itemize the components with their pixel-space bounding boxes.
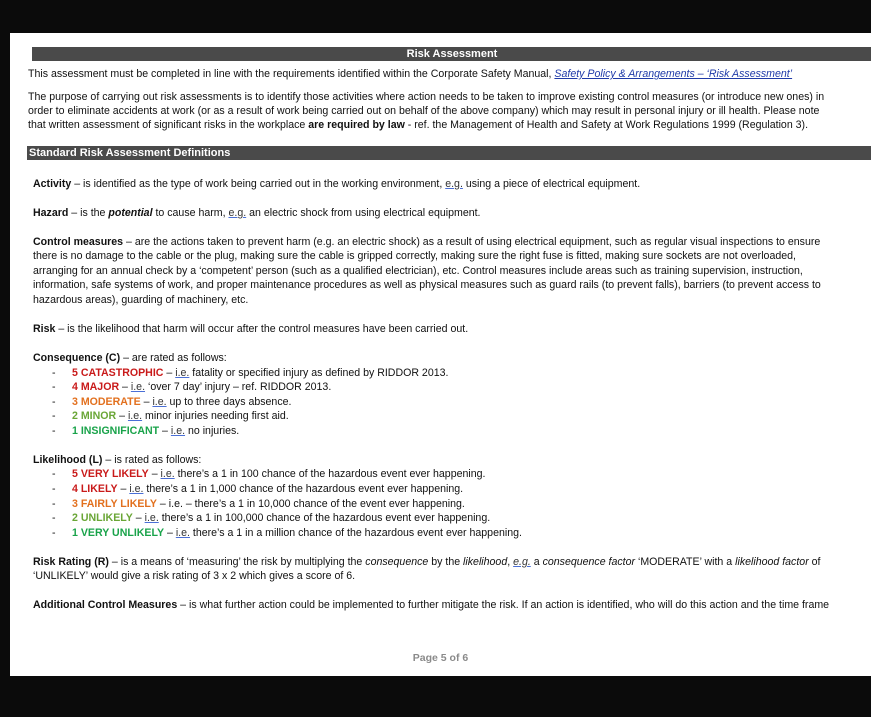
risk-definition — [33, 322, 468, 337]
purpose-line-3 — [28, 118, 808, 133]
list-dash: - — [52, 483, 56, 495]
purpose-line-1: The purpose of carrying out risk assessments is to identify those activities where action needs to be taken to improve existing control measures (or introduce new ones) in — [28, 91, 825, 103]
hazard-term: Hazard — [33, 207, 69, 219]
additional-control-definition — [33, 598, 829, 613]
consequence-item — [52, 366, 448, 381]
list-dash: - — [52, 498, 56, 510]
rating-text-d: a — [530, 556, 543, 568]
likelihood-item — [52, 511, 490, 526]
document-page — [10, 33, 871, 676]
additional-term: Additional Control Measures — [33, 599, 178, 611]
intro-paragraph — [28, 67, 792, 82]
consequence-label: 1 INSIGNIFICANT — [72, 425, 160, 437]
ie-abbrev: i.e. — [130, 381, 146, 393]
ie-abbrev: i.e. — [170, 425, 186, 437]
eg-abbrev: e.g. — [228, 207, 247, 219]
consequence-item — [52, 409, 289, 424]
separator: – — [156, 498, 169, 510]
likelihood-item — [52, 482, 463, 497]
likelihood-label: 4 LIKELY — [72, 483, 118, 495]
ie-abbrev: i.e. — [175, 527, 190, 539]
consequence-label: 3 MODERATE — [72, 396, 141, 408]
likelihood-label: 1 VERY UNLIKELY — [72, 527, 165, 539]
likelihood-label: 2 UNLIKELY — [72, 512, 133, 524]
rating-text-f: of — [808, 556, 821, 568]
list-dash: - — [52, 396, 56, 408]
control-term: Control measures — [33, 236, 124, 248]
hazard-definition — [33, 206, 481, 221]
list-dash: - — [52, 381, 56, 393]
list-dash: - — [52, 425, 56, 437]
control-line-3: arranging for an annual check by a ‘competent’ person (such as a qualified electrician), etc. Control measures include areas such as training supervision, instruction, — [33, 265, 803, 277]
hazard-text-a: – is the — [68, 207, 109, 219]
consequence-text: – are rated as follows: — [120, 352, 227, 364]
activity-term: Activity — [33, 178, 72, 190]
hazard-text-c: an electric shock from using electrical equipment. — [246, 207, 481, 219]
consequence-desc: minor injuries needing first aid. — [142, 410, 289, 422]
consequence-item — [52, 380, 331, 395]
likelihood-desc: i.e. – there’s a 1 in 10,000 chance of the event ever happening. — [168, 498, 465, 510]
risk-text: – is the likelihood that harm will occur after the control measures have been carried out. — [55, 323, 469, 335]
control-line-4: information, safe systems of work, and proper maintenance procedures as well as physical measures such as guard rails (to prevent falls), barriers (to prevent access to — [33, 279, 821, 291]
purpose-text-bold: are required by law — [308, 119, 405, 131]
list-dash: - — [52, 410, 56, 422]
control-line-5: hazardous areas), guarding of machinery, etc. — [33, 294, 249, 306]
eg-abbrev: e.g. — [513, 556, 531, 568]
separator: – — [163, 367, 176, 379]
likelihood-item — [52, 497, 465, 512]
rating-consequence: consequence — [365, 556, 429, 568]
likelihood-definition — [33, 453, 201, 468]
consequence-definition — [33, 351, 227, 366]
rating-text-b: by the — [428, 556, 464, 568]
rating-text-a: – is a means of ‘measuring’ the risk by multiplying the — [108, 556, 366, 568]
separator: – — [119, 381, 131, 393]
purpose-text-a: that written assessment of significant risks in the workplace — [28, 119, 309, 131]
activity-text-b: using a piece of electrical equipment. — [462, 178, 641, 190]
likelihood-desc: there’s a 1 in a million chance of the hazardous event ever happening. — [189, 527, 522, 539]
separator: – — [148, 468, 161, 480]
consequence-label: 2 MINOR — [72, 410, 117, 422]
consequence-desc: ‘over 7 day’ injury – ref. RIDDOR 2013. — [145, 381, 332, 393]
page-title: Risk Assessment — [32, 47, 871, 61]
list-dash: - — [52, 527, 56, 539]
rating-text-e: ‘MODERATE’ with a — [635, 556, 736, 568]
list-dash: - — [52, 468, 56, 480]
control-line-2: there is no damage to the cable or the plug, making sure the cable is gripped correctly, making sure the right fuse is fitted, making sure sockets are not overloaded, — [33, 250, 796, 262]
list-dash: - — [52, 512, 56, 524]
consequence-item — [52, 395, 291, 410]
separator: – — [116, 410, 128, 422]
ie-abbrev: i.e. — [144, 512, 159, 524]
ie-abbrev: i.e. — [152, 396, 167, 408]
hazard-potential: potential — [108, 207, 153, 219]
rating-likelihood-factor: likelihood factor — [735, 556, 809, 568]
likelihood-item — [52, 526, 522, 541]
list-dash: - — [52, 367, 56, 379]
likelihood-item — [52, 467, 485, 482]
separator: – — [117, 483, 130, 495]
safety-policy-link[interactable]: Safety Policy & Arrangements – ‘Risk Assessment’ — [554, 68, 793, 80]
likelihood-label: 3 FAIRLY LIKELY — [72, 498, 157, 510]
consequence-desc: fatality or specified injury as defined by RIDDOR 2013. — [189, 367, 449, 379]
risk-rating-line-2: ‘UNLIKELY’ would give a risk rating of 3 x 2 which gives a score of 6. — [33, 570, 356, 582]
consequence-desc: no injuries. — [185, 425, 240, 437]
rating-likelihood: likelihood — [463, 556, 508, 568]
ie-abbrev: i.e. — [127, 410, 143, 422]
ie-abbrev: i.e. — [129, 483, 144, 495]
purpose-line-2: order to eliminate accidents at work (or as a result of work being carried out on behalf of the above company) which may result in personal injury or ill health. Please note — [28, 105, 820, 117]
ie-abbrev: i.e. — [175, 367, 190, 379]
likelihood-term: Likelihood (L) — [33, 454, 103, 466]
likelihood-desc: there’s a 1 in 100 chance of the hazardous event ever happening. — [174, 468, 486, 480]
likelihood-desc: there’s a 1 in 100,000 chance of the hazardous event ever happening. — [158, 512, 491, 524]
likelihood-text: – is rated as follows: — [102, 454, 202, 466]
separator: – — [164, 527, 176, 539]
separator: – — [140, 396, 153, 408]
consequence-label: 5 CATASTROPHIC — [72, 367, 164, 379]
page-number: Page 5 of 6 — [412, 652, 469, 664]
rating-consequence-factor: consequence factor — [542, 556, 636, 568]
control-text-1: – are the actions taken to prevent harm (e.g. an electric shock) as a result of using electrical equipment, such as regular visual inspections to ensure — [123, 236, 821, 248]
rating-term: Risk Rating (R) — [33, 556, 109, 568]
consequence-desc: up to three days absence. — [166, 396, 292, 408]
consequence-label: 4 MAJOR — [72, 381, 120, 393]
risk-rating-line-1 — [33, 555, 821, 570]
ie-abbrev: i.e. — [160, 468, 175, 480]
rating-text-c: , — [507, 556, 514, 568]
likelihood-label: 5 VERY LIKELY — [72, 468, 149, 480]
intro-text: This assessment must be completed in line with the requirements identified within the Corporate Safety Manual, — [28, 68, 555, 80]
separator: – — [132, 512, 145, 524]
eg-abbrev: e.g. — [445, 178, 463, 190]
consequence-item — [52, 424, 239, 439]
hazard-text-b: to cause harm, — [152, 207, 229, 219]
likelihood-desc: there’s a 1 in 1,000 chance of the hazardous event ever happening. — [143, 483, 464, 495]
purpose-text-c: - ref. the Management of Health and Safety at Work Regulations 1999 (Regulation 3). — [404, 119, 809, 131]
consequence-term: Consequence (C) — [33, 352, 121, 364]
activity-text-a: – is identified as the type of work being carried out in the working environment, — [71, 178, 446, 190]
activity-definition — [33, 177, 640, 192]
definitions-header: Standard Risk Assessment Definitions — [27, 146, 871, 160]
control-line-1 — [33, 235, 820, 250]
additional-text: – is what further action could be implemented to further mitigate the risk. If an action is identified, who will do this action and the time frame — [177, 599, 830, 611]
separator: – — [159, 425, 171, 437]
risk-term: Risk — [33, 323, 56, 335]
